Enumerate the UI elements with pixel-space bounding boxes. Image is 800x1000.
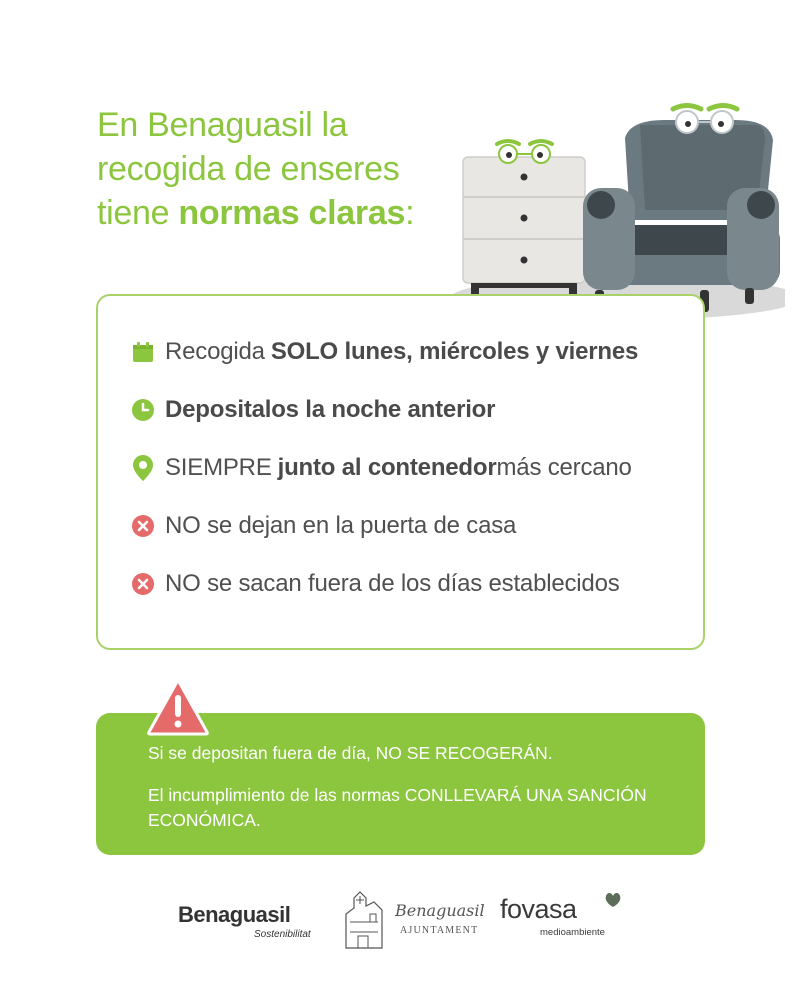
logo-fovasa <box>500 894 605 938</box>
logo-2-sub: AJUNTAMENT <box>400 925 479 936</box>
rule-not-other-days <box>130 570 620 598</box>
rule-5-text: NO se sacan fuera de los días establecidos <box>165 570 620 597</box>
rules-box <box>96 294 705 650</box>
rule-2-bold: Depositalos la noche anterior <box>165 396 496 423</box>
armchair-illustration <box>583 106 780 313</box>
warning-triangle-icon <box>146 677 210 737</box>
drawer-cabinet-illustration <box>463 141 585 295</box>
cross-circle-icon <box>130 571 156 597</box>
logo-3-name: fovasa <box>500 894 577 924</box>
logo-1-name: Benaguasil <box>178 902 291 927</box>
rule-not-at-door <box>130 512 516 540</box>
rule-3-text-b: más cercano <box>496 454 632 481</box>
logo-3-sub: medioambiente <box>540 927 605 938</box>
warning-line-2: El incumplimiento de las normas CONLLEVARÁ UNA SANCIÓN ECONÓMICA. <box>148 785 647 830</box>
town-crest-icon <box>340 888 390 950</box>
logo-ajuntament <box>340 888 485 950</box>
rule-next-to-container <box>130 454 632 482</box>
fovasa-leaf-icon <box>604 892 622 908</box>
logo-1-sub: Sostenibilitat <box>254 929 311 940</box>
warning-line-1: Si se depositan fuera de día, NO SE RECOGERÁN. <box>148 743 553 763</box>
location-pin-icon <box>130 455 156 481</box>
rule-night-before <box>130 396 495 424</box>
headline-line-3 <box>97 191 457 235</box>
headline <box>97 103 457 235</box>
rule-4-text: NO se dejan en la puerta de casa <box>165 512 517 539</box>
headline-colon: : <box>405 194 415 232</box>
headline-line-3-plain: tiene <box>97 194 170 232</box>
rule-collection-days <box>130 338 638 366</box>
clock-icon <box>130 397 156 423</box>
headline-line-1: En Benaguasil la <box>97 106 348 144</box>
footer-logos <box>0 888 800 958</box>
rule-3-text-a: SIEMPRE <box>165 454 272 481</box>
headline-emphasis: normas claras <box>178 194 406 232</box>
rule-3-bold: junto al contenedor <box>277 454 497 481</box>
logo-benaguasil-sostenibilitat <box>178 902 311 940</box>
logo-2-name: Benaguasil <box>395 901 485 920</box>
rule-1-bold: SOLO lunes, miércoles y viernes <box>270 338 639 365</box>
headline-line-2: recogida de enseres <box>97 150 400 188</box>
cross-circle-icon <box>130 513 156 539</box>
rule-1-text: Recogida <box>165 338 265 365</box>
calendar-icon <box>130 339 156 365</box>
